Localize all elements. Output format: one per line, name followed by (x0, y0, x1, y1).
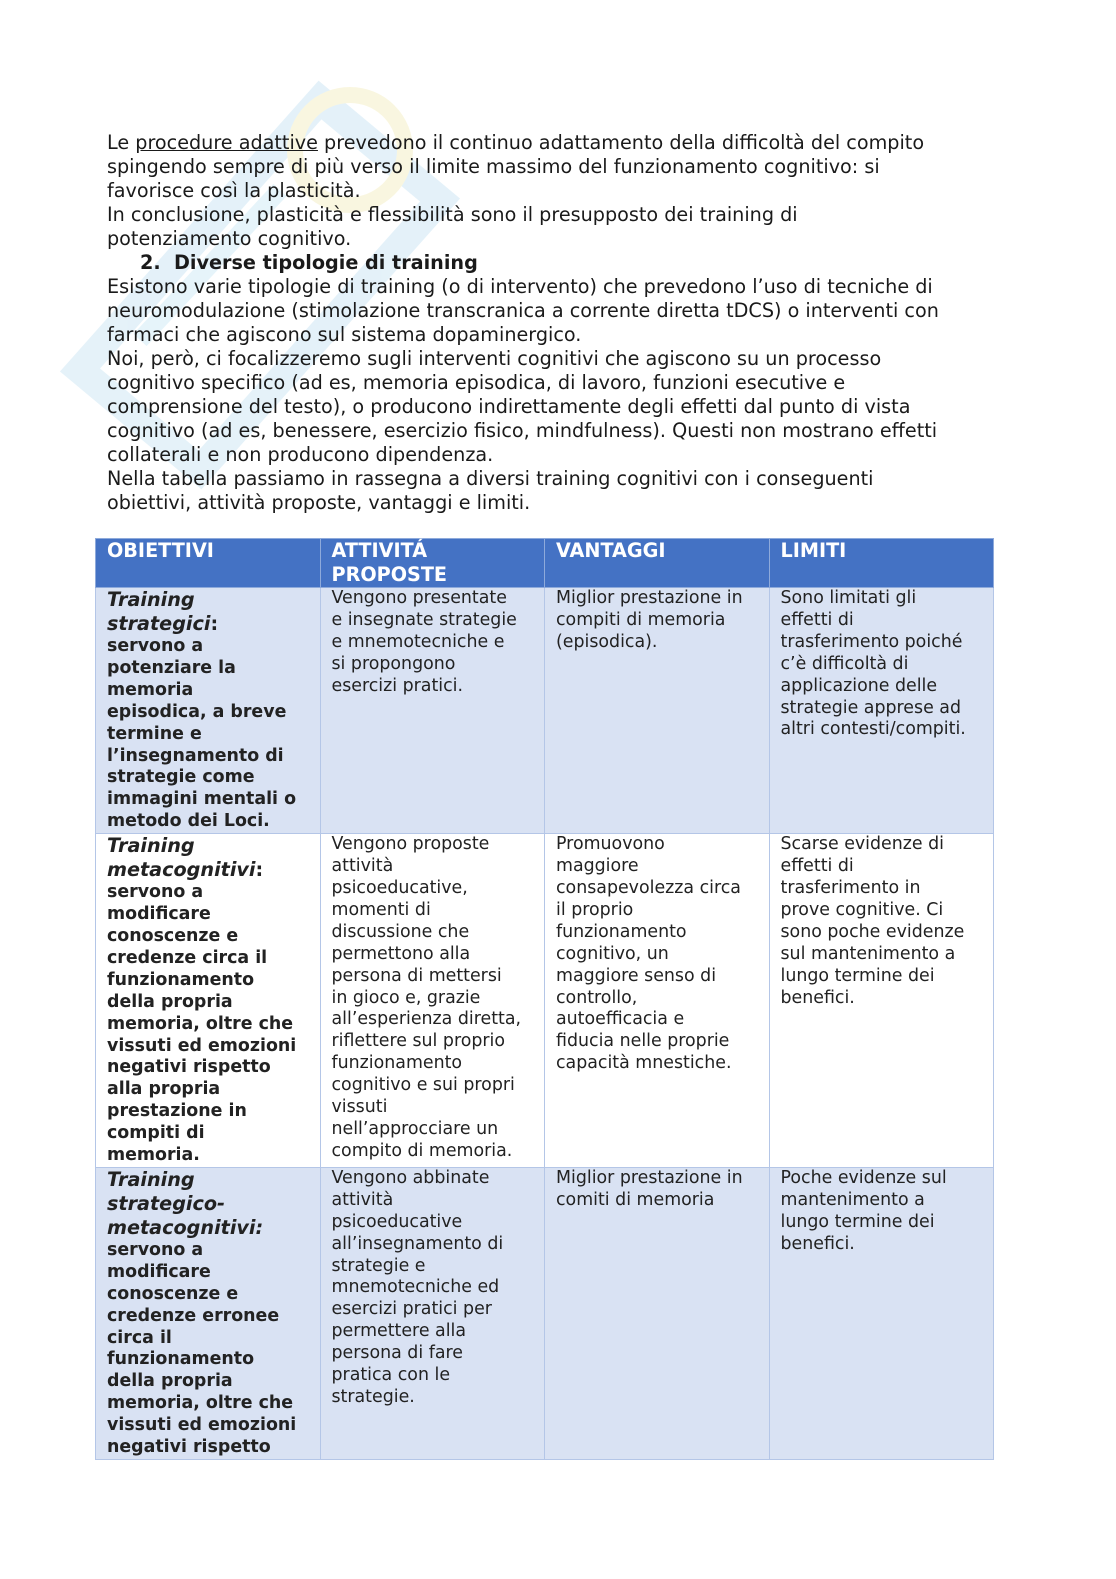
cell-line: sul mantenimento a (780, 943, 956, 964)
text-line: Nella tabella passiamo in rassegna a diversi training cognitivi con i conseguenti (107, 467, 874, 490)
cell-line: fiducia nelle proprie (556, 1031, 730, 1052)
description-line: alla propria (107, 1079, 221, 1100)
cell-line: psicoeducative (331, 1211, 463, 1232)
title-line: metacognitivi (107, 858, 256, 882)
cell-line: funzionamento (331, 1053, 463, 1074)
cell-line: c’è difficoltà di (780, 653, 909, 674)
description-line: conoscenze e (107, 925, 239, 946)
description-line: credenze erronee (107, 1305, 280, 1326)
header-limiti: LIMITI (769, 539, 994, 588)
cell-line: trasferimento poiché (780, 631, 963, 652)
title-line-wrap (107, 612, 312, 636)
cell-line: consapevolezza circa (556, 877, 741, 898)
cell-vantaggi (545, 588, 770, 834)
cell-line: all’esperienza diretta, (331, 1009, 522, 1030)
description-line: servono a (107, 636, 204, 656)
title-suffix: : (210, 612, 219, 635)
description-line: memoria, oltre che (107, 1393, 294, 1414)
cell-line: strategie apprese ad (780, 697, 961, 718)
cell-line: controllo, (556, 987, 638, 1008)
title-line-wrap (107, 858, 312, 882)
cell-vantaggi (545, 834, 770, 1168)
cell-line: benefici. (780, 1233, 855, 1254)
cell-obiettivi (96, 1167, 321, 1459)
description-line: negativi rispetto (107, 1057, 271, 1078)
description-line: immagini mentali o (107, 789, 297, 810)
title-line: strategico- (107, 1191, 226, 1215)
title-line: Training (107, 834, 195, 858)
text-line: potenziamento cognitivo. (107, 227, 352, 250)
cell-line: (episodica). (556, 631, 658, 652)
title-suffix: : (255, 858, 264, 882)
title-line: strategici (107, 612, 211, 635)
description-line: strategie come (107, 767, 255, 788)
section-heading (140, 251, 1007, 275)
description-line: circa il (107, 1327, 172, 1348)
training-title (107, 588, 312, 636)
cell-attivita-proposte (320, 588, 545, 834)
cell-line: compito di memoria. (331, 1140, 513, 1161)
paragraph-conclusion (107, 203, 1007, 251)
cell-line: discussione che (331, 921, 470, 942)
cell-line: maggiore (556, 856, 639, 877)
cell-line: pratica con le (331, 1365, 451, 1386)
description-line: modificare (107, 1261, 211, 1282)
cell-line: trasferimento in (780, 877, 921, 898)
header-obiettivi: OBIETTIVI (96, 539, 321, 588)
description-line: funzionamento (107, 1349, 255, 1370)
description-line: l’insegnamento di (107, 745, 284, 766)
description-line: negativi rispetto (107, 1437, 271, 1458)
paragraph-typologies (107, 275, 1007, 347)
table-row (96, 834, 994, 1168)
description-line: prestazione in (107, 1101, 247, 1122)
cell-line: effetti di (780, 609, 854, 630)
cell-line: e mnemotecniche e (331, 631, 505, 652)
text-line: favorisce così la plasticità. (107, 179, 361, 202)
cell-limiti (769, 1167, 994, 1459)
cell-line: effetti di (780, 856, 854, 877)
description-line: servono a (107, 1239, 204, 1260)
underlined-term: procedure adattive (135, 131, 318, 154)
cell-line: esercizi pratici per (331, 1299, 492, 1320)
description-line: metodo dei Loci. (107, 811, 270, 832)
description-line: servono a (107, 882, 204, 903)
text-line: farmaci che agiscono sul sistema dopaminergico. (107, 323, 582, 346)
text-line: obiettivi, attività proposte, vantaggi e limiti. (107, 491, 531, 514)
cell-obiettivi (96, 834, 321, 1168)
text-segment: prevedono il continuo adattamento della difficoltà del compito (317, 131, 925, 154)
cell-line: maggiore senso di (556, 965, 717, 986)
title-line: Training (107, 588, 195, 611)
description-line: memoria. (107, 1145, 200, 1166)
cell-line: lungo termine dei (780, 965, 935, 986)
cell-line: momenti di (331, 899, 431, 920)
header-vantaggi: VANTAGGI (545, 539, 770, 588)
description-line: vissuti ed emozioni (107, 1035, 297, 1056)
cell-line: persona di fare (331, 1343, 463, 1364)
text-line: cognitivo (ad es, benessere, esercizio fisico, mindfulness). Questi non mostrano effetti (107, 419, 938, 442)
cell-line: cognitivo e sui propri (331, 1075, 515, 1096)
table-header-row (96, 539, 994, 588)
text-line: In conclusione, plasticità e flessibilità sono il presupposto dei training di (107, 203, 798, 226)
paragraph-table-intro (107, 467, 1007, 515)
cell-line: il proprio (556, 899, 634, 920)
description-line: memoria, oltre che (107, 1013, 294, 1034)
paragraph-adaptive-procedures (107, 131, 1007, 203)
cell-line: Miglior prestazione in (556, 588, 743, 608)
text-line: collaterali e non producono dipendenza. (107, 443, 494, 466)
text-line: comprensione del testo), o producono indirettamente degli effetti dal punto di vista (107, 395, 911, 418)
cell-line: compiti di memoria (556, 609, 726, 630)
section-title: Diverse tipologie di training (174, 251, 478, 274)
cell-line: all’insegnamento di (331, 1233, 504, 1254)
cell-line: strategie e (331, 1255, 426, 1276)
description-line: della propria (107, 1371, 233, 1392)
cell-line: Poche evidenze sul (780, 1167, 947, 1188)
description-line: funzionamento (107, 969, 255, 990)
cell-line: cognitivo, un (556, 943, 669, 964)
cell-line: vissuti (331, 1097, 388, 1118)
cell-attivita-proposte (320, 1167, 545, 1459)
cell-obiettivi (96, 588, 321, 834)
header-line: ATTIVITÁ (331, 539, 428, 562)
title-line: metacognitivi: (107, 1215, 264, 1239)
cell-line: funzionamento (556, 921, 687, 942)
cell-line: Miglior prestazione in (556, 1167, 743, 1188)
cell-line: nell’approcciare un (331, 1118, 499, 1139)
description-line: conoscenze e (107, 1283, 239, 1304)
cell-line: capacità mnestiche. (556, 1053, 732, 1074)
section-number: 2. (140, 251, 161, 274)
cell-line: autoefficacia e (556, 1009, 685, 1030)
cell-attivita-proposte (320, 834, 545, 1168)
cell-vantaggi (545, 1167, 770, 1459)
text-segment: Le (107, 131, 136, 154)
description-line: memoria (107, 679, 194, 700)
description-line: vissuti ed emozioni (107, 1415, 297, 1436)
cell-line: in gioco e, grazie (331, 987, 481, 1008)
cell-line: attività (331, 1189, 394, 1210)
description-line: credenze circa il (107, 947, 268, 968)
title-line: Training (107, 1167, 195, 1191)
description-line: della propria (107, 991, 233, 1012)
cell-line: comiti di memoria (556, 1189, 715, 1210)
cell-line: sono poche evidenze (780, 921, 965, 942)
cell-line: Promuovono (556, 834, 665, 855)
text-line: spingendo sempre di più verso il limite massimo del funzionamento cognitivo: si (107, 155, 880, 178)
text-line: Noi, però, ci focalizzeremo sugli interventi cognitivi che agiscono su un processo (107, 347, 882, 370)
text-line: Esistono varie tipologie di training (o di intervento) che prevedono l’uso di tecniche di (107, 275, 933, 298)
cell-line: mantenimento a (780, 1189, 925, 1210)
description-line: compiti di (107, 1123, 205, 1144)
text-line: neuromodulazione (stimolazione transcranica a corrente diretta tDCS) o interventi con (107, 299, 939, 322)
cell-limiti (769, 588, 994, 834)
cell-line: prove cognitive. Ci (780, 899, 944, 920)
table-row (96, 1167, 994, 1459)
cell-limiti (769, 834, 994, 1168)
cell-line: permettere alla (331, 1321, 467, 1342)
cell-line: esercizi pratici. (331, 675, 464, 696)
document-body (107, 131, 1007, 515)
header-attivita-proposte (320, 539, 545, 588)
text-line: cognitivo specifico (ad es, memoria episodica, di lavoro, funzioni esecutive e (107, 371, 846, 394)
cell-line: benefici. (780, 987, 855, 1008)
description-line: episodica, a breve (107, 701, 287, 722)
description-line: termine e (107, 723, 202, 744)
header-line: PROPOSTE (331, 563, 448, 586)
training-table (95, 538, 994, 1460)
training-title (107, 834, 312, 882)
cell-line: Vengono proposte (331, 834, 490, 855)
description-line: potenziare la (107, 657, 236, 678)
cell-line: Vengono presentate (331, 588, 507, 608)
cell-line: Scarse evidenze di (780, 834, 945, 855)
cell-line: lungo termine dei (780, 1211, 935, 1232)
cell-line: permettono alla (331, 943, 471, 964)
cell-line: e insegnate strategie (331, 609, 517, 630)
training-title (107, 1168, 312, 1240)
table-row (96, 588, 994, 834)
cell-line: riflettere sul proprio (331, 1031, 506, 1052)
cell-line: psicoeducative, (331, 877, 468, 898)
cell-line: si propongono (331, 653, 456, 674)
cell-line: Vengono abbinate (331, 1167, 490, 1188)
paragraph-cognitive-interventions (107, 347, 1007, 467)
cell-line: strategie. (331, 1387, 415, 1407)
cell-line: altri contesti/compiti. (780, 719, 966, 740)
cell-line: mnemotecniche ed (331, 1277, 500, 1298)
description-line: modificare (107, 904, 211, 925)
cell-line: applicazione delle (780, 675, 938, 696)
cell-line: attività (331, 856, 394, 877)
cell-line: persona di mettersi (331, 965, 502, 986)
cell-line: Sono limitati gli (780, 588, 917, 608)
